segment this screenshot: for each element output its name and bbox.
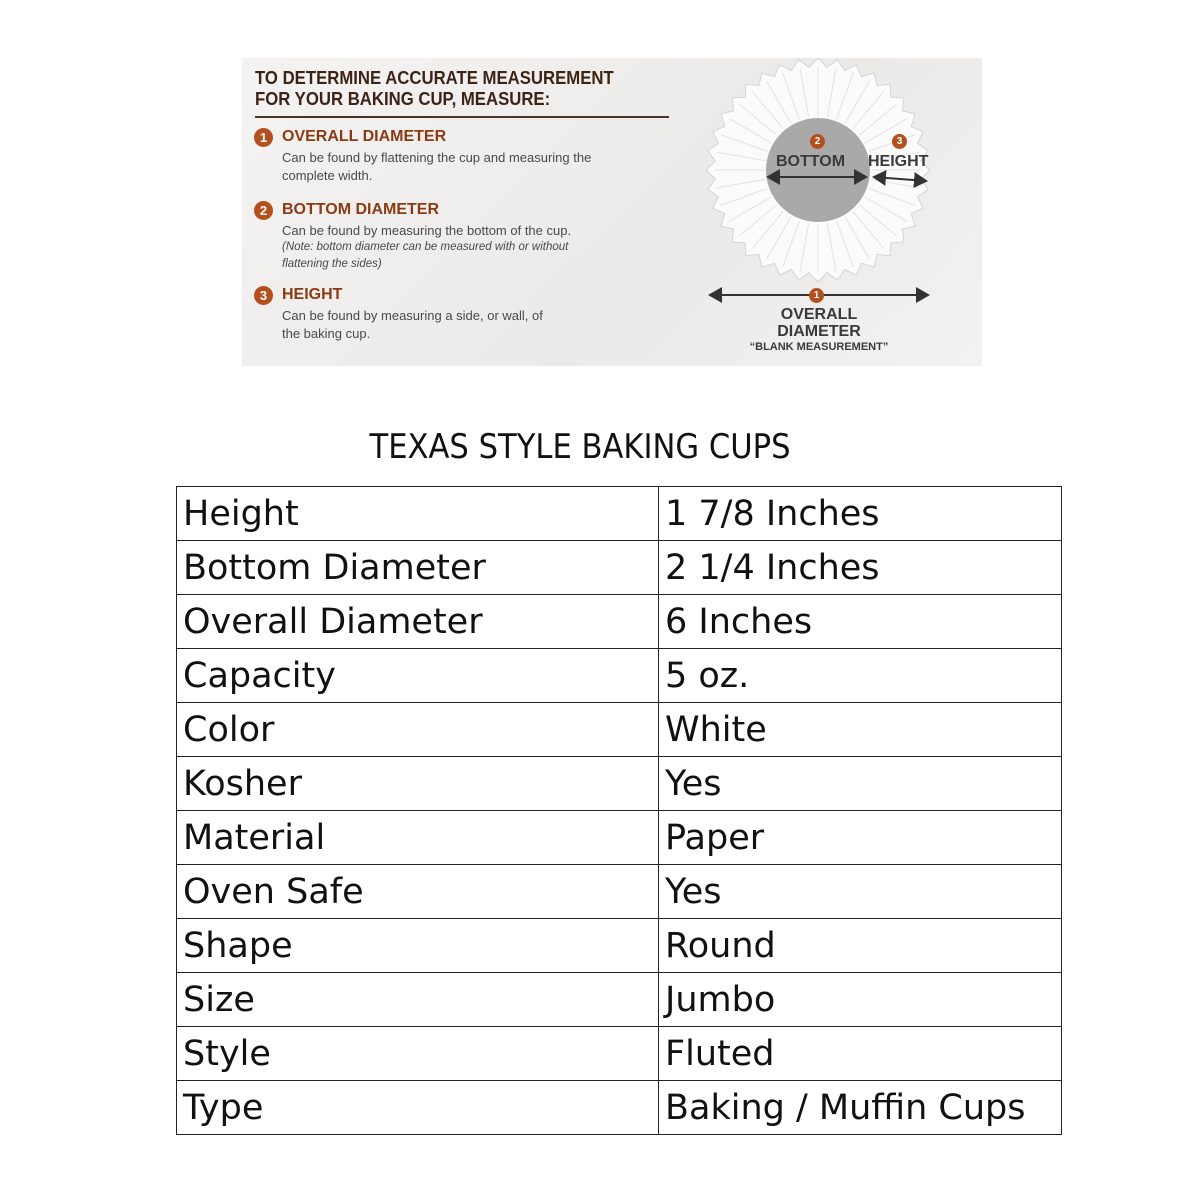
spec-value: 2 1/4 Inches: [659, 541, 1062, 595]
table-row: [177, 757, 1062, 811]
page-title: TEXAS STYLE BAKING CUPS: [369, 427, 791, 467]
spec-value: Round: [659, 919, 1062, 973]
step-number-badge: 2: [254, 201, 273, 220]
table-row: [177, 1081, 1062, 1135]
step-title: BOTTOM DIAMETER: [282, 201, 440, 218]
spec-name: Shape: [177, 919, 659, 973]
spec-name: Type: [177, 1081, 659, 1135]
spec-name: Bottom Diameter: [177, 541, 659, 595]
spec-value: 6 Inches: [659, 595, 1062, 649]
table-row: [177, 487, 1062, 541]
spec-name: Size: [177, 973, 659, 1027]
spec-value: Yes: [659, 757, 1062, 811]
table-row: [177, 919, 1062, 973]
spec-value: 1 7/8 Inches: [659, 487, 1062, 541]
step-title: HEIGHT: [282, 286, 343, 303]
spec-name: Capacity: [177, 649, 659, 703]
infographic-heading-line1: TO DETERMINE ACCURATE MEASUREMENT: [255, 68, 614, 88]
spec-value: Fluted: [659, 1027, 1062, 1081]
bottom-label: BOTTOM: [776, 153, 846, 170]
spec-name: Style: [177, 1027, 659, 1081]
spec-name: Overall Diameter: [177, 595, 659, 649]
step-description: Can be found by flattening the cup and measuring the complete width.: [282, 150, 592, 183]
table-row: [177, 973, 1062, 1027]
table-row: [177, 865, 1062, 919]
spec-name: Color: [177, 703, 659, 757]
spec-value: White: [659, 703, 1062, 757]
step-description: Can be found by measuring a side, or wall, of the baking cup.: [282, 308, 543, 341]
height-number-badge: 3: [892, 134, 907, 149]
step-note: (Note: bottom diameter can be measured with or without flattening the sides): [282, 241, 569, 270]
spec-name: Oven Safe: [177, 865, 659, 919]
overall-label-line1: OVERALL: [780, 306, 858, 323]
table-row: [177, 649, 1062, 703]
overall-number-badge: 1: [809, 288, 824, 303]
step-title: OVERALL DIAMETER: [282, 128, 447, 145]
table-row: [177, 541, 1062, 595]
spec-value: Paper: [659, 811, 1062, 865]
specs-table: [176, 486, 1062, 1135]
table-row: [177, 595, 1062, 649]
height-label: HEIGHT: [868, 153, 929, 170]
table-row: [177, 1027, 1062, 1081]
spec-value: Jumbo: [659, 973, 1062, 1027]
infographic-heading-line2: FOR YOUR BAKING CUP, MEASURE:: [255, 89, 551, 109]
spec-value: Baking / Muffin Cups: [659, 1081, 1062, 1135]
spec-name: Material: [177, 811, 659, 865]
table-row: [177, 703, 1062, 757]
overall-sublabel: “BLANK MEASUREMENT”: [749, 341, 889, 353]
spec-name: Height: [177, 487, 659, 541]
bottom-number-badge: 2: [810, 134, 825, 149]
overall-label-line2: DIAMETER: [777, 323, 861, 340]
spec-value: 5 oz.: [659, 649, 1062, 703]
step-description: Can be found by measuring the bottom of the cup.: [282, 223, 572, 238]
spec-value: Yes: [659, 865, 1062, 919]
table-row: [177, 811, 1062, 865]
spec-name: Kosher: [177, 757, 659, 811]
step-number-badge: 3: [254, 286, 273, 305]
step-number-badge: 1: [254, 128, 273, 147]
overall-label: [759, 306, 879, 340]
measurement-infographic: [242, 58, 982, 366]
